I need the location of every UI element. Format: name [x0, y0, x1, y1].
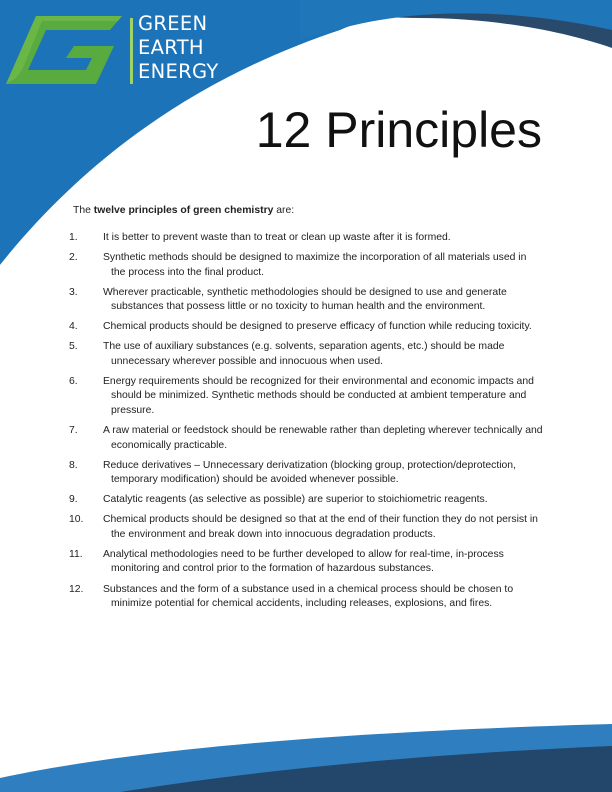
principle-body [69, 424, 543, 453]
principle-number: 8. [69, 459, 78, 471]
principle-item [69, 459, 543, 488]
principle-text: A raw material or feedstock should be renewable rather than depleting wherever technically and economically practicable. [103, 425, 543, 451]
principle-text: Chemical products should be designed to preserve efficacy of function while reducing toxicity. [103, 321, 532, 333]
principle-number: 12. [69, 583, 84, 595]
principle-text: Synthetic methods should be designed to maximize the incorporation of all materials used in the process into the final product. [103, 252, 527, 278]
stylized-g-icon [6, 16, 122, 84]
principle-body [69, 583, 543, 612]
brand-name-line: ENERGY [138, 60, 219, 83]
principle-body [69, 320, 543, 335]
principle-number: 10. [69, 514, 84, 526]
intro-emphasis: twelve principles of green chemistry [93, 205, 274, 216]
page-title: 12 Principles [255, 102, 542, 158]
principle-number: 3. [69, 286, 78, 298]
intro-suffix: are: [273, 205, 295, 216]
principle-number: 1. [69, 232, 78, 243]
principle-text: Analytical methodologies need to be further developed to allow for real-time, in-process monitoring and control prior to the formation of hazardous substances. [103, 548, 504, 575]
principle-body [69, 375, 543, 419]
principle-number: 9. [69, 494, 78, 506]
principle-body [69, 513, 543, 542]
principle-item [69, 548, 543, 577]
principle-item [69, 286, 543, 315]
principle-text: Wherever practicable, synthetic methodologies should be designed to use and generate substances that possess little or no toxicity to human health and the environment. [103, 286, 507, 313]
principle-number: 11. [69, 548, 83, 560]
principle-number: 7. [69, 425, 78, 437]
brand-name-line: GREEN [138, 12, 208, 35]
principle-item [69, 231, 543, 246]
principle-body [69, 340, 543, 369]
principle-item [69, 513, 543, 542]
principle-body [69, 548, 543, 577]
principle-text: Energy requirements should be recognized for their environmental and economic impacts and should be minimized. Synthetic methods should be conducted at ambient temperature and pressure. [103, 375, 534, 416]
principle-item [69, 583, 543, 612]
principle-body [69, 251, 543, 280]
principle-item [69, 340, 543, 369]
principle-text: It is better to prevent waste than to treat or clean up waste after it is formed. [103, 232, 451, 243]
principle-body [69, 286, 543, 315]
logo-divider [130, 18, 133, 84]
principle-text: Reduce derivatives – Unnecessary derivatization (blocking group, protection/deprotection, temporary modification) should be avoided whenever possible. [103, 459, 516, 486]
principle-item [69, 424, 543, 453]
principle-item [69, 320, 543, 335]
principle-body [69, 231, 543, 246]
principle-number: 4. [69, 321, 78, 333]
principle-text: Chemical products should be designed so that at the end of their function they do not persist in the environment and break down into innocuous degradation products. [103, 514, 538, 540]
principle-number: 6. [69, 375, 78, 387]
principle-body [69, 459, 543, 488]
principle-text: Catalytic reagents (as selective as possible) are superior to stoichiometric reagents. [103, 494, 488, 506]
principle-number: 5. [69, 341, 78, 353]
brand-name-line: EARTH [138, 36, 204, 59]
intro-prefix: The [73, 205, 94, 216]
principle-text: The use of auxiliary substances (e.g. solvents, separation agents, etc.) should be made unnecessary wherever possible and innocuous when used. [103, 341, 505, 367]
principle-body [69, 493, 543, 508]
principle-text: Substances and the form of a substance used in a chemical process should be chosen to minimize potential for chemical accidents, including releases, explosions, and fires. [103, 583, 514, 610]
principles-list [69, 231, 543, 617]
principle-item [69, 251, 543, 280]
intro-text [73, 205, 294, 216]
principle-item [69, 375, 543, 419]
principle-number: 2. [69, 252, 78, 264]
brand-name [138, 12, 219, 84]
brand-logo [6, 10, 236, 86]
principle-item [69, 493, 543, 508]
